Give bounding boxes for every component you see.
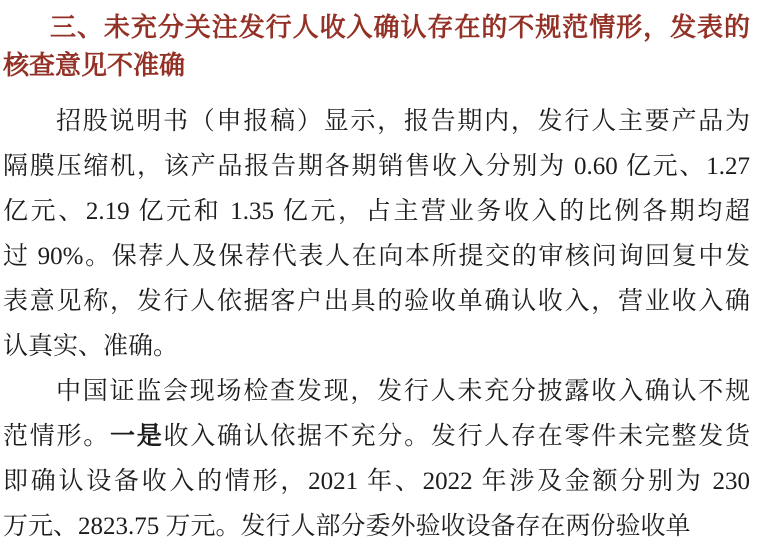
text-line [3,8,750,46]
text-segment: 亿元、2.19 亿元和 1.35 亿元，占主营业务收入的比例各期均超 [3,198,750,225]
text-line [3,504,750,549]
text-segment: 过 90%。保荐人及保荐代表人在向本所提交的审核问询回复中发 [3,243,750,270]
text-line [3,279,750,324]
text-segment: 表意见称，发行人依据客户出具的验收单确认收入，营业收入确 [3,288,750,315]
text-line [3,46,750,84]
document-body [3,99,750,549]
text-line [3,324,750,369]
text-line [3,369,750,414]
text-line [3,459,750,504]
text-segment: 一是 [109,423,164,450]
text-line [3,414,750,459]
paragraph-csrc-inspection-findings [3,369,750,549]
text-line [3,99,750,144]
section-heading [3,8,750,84]
text-segment: 核查意见不准确 [3,50,186,80]
text-line [3,234,750,279]
text-segment: 招股说明书（申报稿）显示，报告期内，发行人主要产品为 [56,108,750,135]
text-segment: 三、未充分关注发行人收入确认存在的不规范情形，发表的 [50,12,750,42]
text-line [3,144,750,189]
text-segment: 即确认设备收入的情形，2021 年、2022 年涉及金额分别为 230 [3,468,750,495]
text-segment: 隔膜压缩机，该产品报告期各期销售收入分别为 0.60 亿元、1.27 [3,153,750,180]
text-segment: 认真实、准确。 [3,333,179,360]
text-line [3,189,750,234]
text-segment: 中国证监会现场检查发现，发行人未充分披露收入确认不规 [56,378,750,405]
text-segment: 收入确认依据不充分。发行人存在零件未完整发货 [163,423,750,450]
paragraph-prospectus-disclosure [3,99,750,369]
text-segment: 万元、2823.75 万元。发行人部分委外验收设备存在两份验收单 [3,513,691,540]
text-segment: 范情形。 [3,423,110,450]
